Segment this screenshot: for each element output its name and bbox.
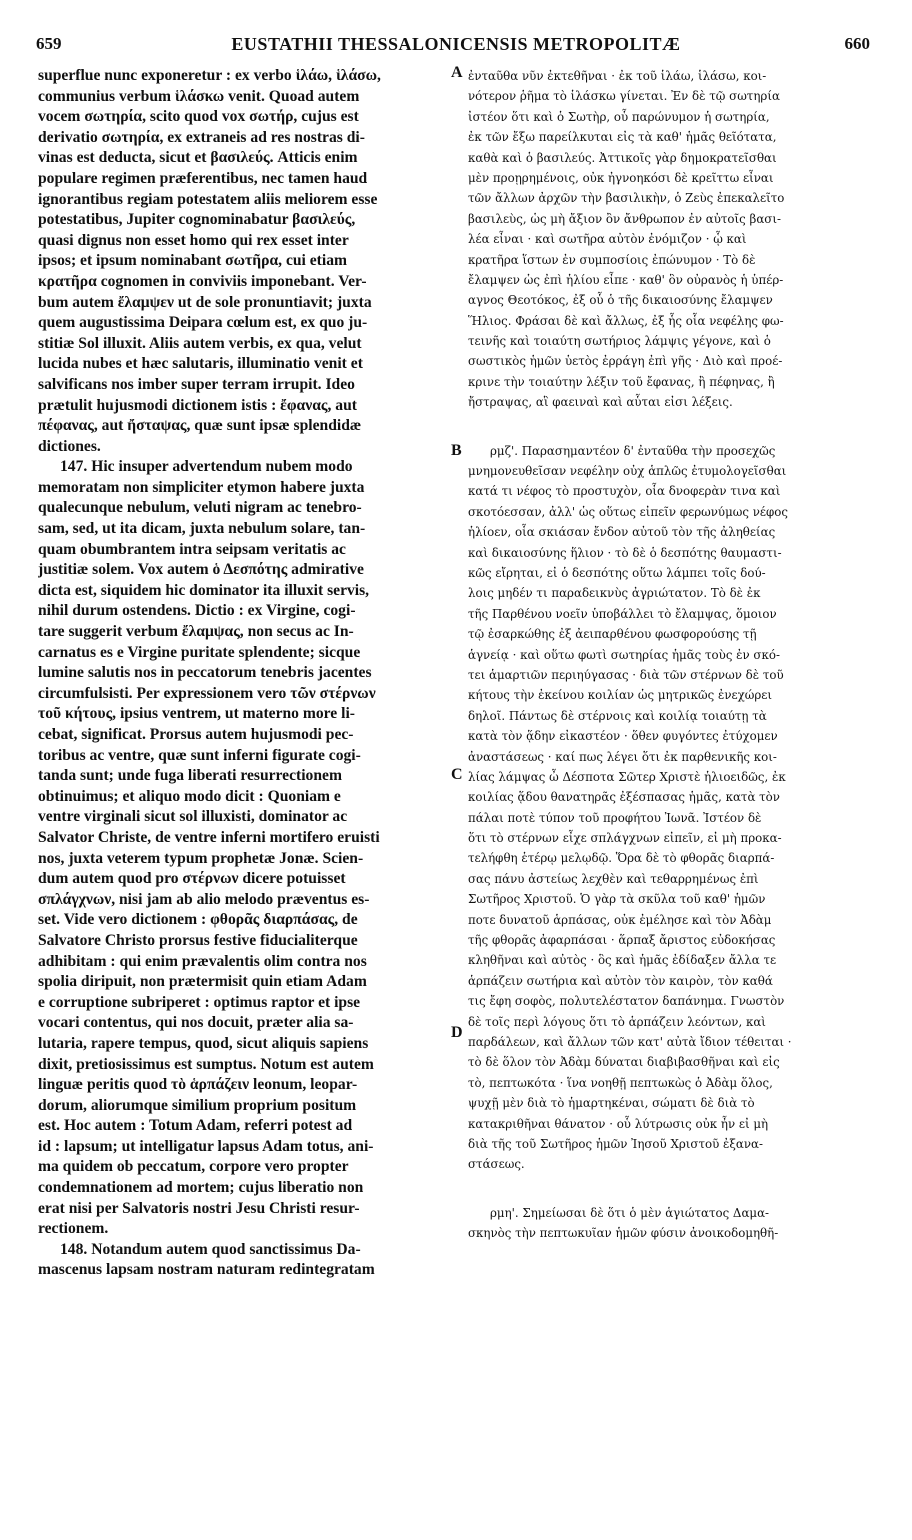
greek-text-line: ποτε δυνατοῦ ἁρπάσας, οὐκ ἐμέλησε καὶ τὸν Ἀδὰμ [468,912,772,927]
greek-text-line: κληθῆναι καὶ αὐτὸς · ὃς καὶ ἡμᾶς ἐδίδαξεν ἄλλα τε [468,953,777,968]
greek-text-line: τῶν ἄλλων ἀρχῶν τὴν βασιλικὴν, ὁ Ζεὺς ἐπεκαλεῖτο [468,191,785,206]
greek-text-line: κοιλίας ᾅδου θανατηρᾶς ἐξέσπασας ἡμᾶς, κατὰ τὸν [468,790,780,805]
latin-text-line: dictiones. [38,437,101,455]
latin-text-line: condemnationem ad mortem; cujus liberatio non [38,1179,364,1197]
greek-column [468,66,880,1243]
latin-text-line: salvificans nos imber super terram irrupit. Ideo [38,375,355,393]
greek-text-line: τῆς φθορᾶς ἀφαρπάσαι · ἅρπαξ ἄριστος εὐδοκήσας [468,933,776,948]
greek-text-line: ὅτι τὸ στέρνων εἶχε σπλάγχνων εἰπεῖν, εἰ μὴ προκα- [468,831,782,846]
latin-text-line: spolia diripuit, non prætermisit quin etiam Adam [38,973,367,991]
greek-text-line: τελήφθη ἑτέρῳ μελῳδῷ. Ὅρα δὲ τὸ φθορᾶς διαρπά- [468,851,775,866]
latin-text-line: lutaria, rapere tempus, quod, sicut aliquis sapiens [38,1034,369,1052]
greek-text-line: ἤστραψας, αἳ φαειναὶ καὶ αὗται εἰσι λέξεις. [468,395,733,410]
latin-text-line: κρατῆρα cognomen in conviviis imponebant. Ver- [38,272,367,290]
latin-text-line: quasi dignus non esset homo qui rex esset inter [38,231,349,249]
greek-block-2 [468,441,880,1175]
greek-text-line: μνημονευθεῖσαν νεφέλην οὐχ ἁπλῶς ἐτυμολογεῖσθαι [468,464,787,479]
paragraph-gap [468,413,880,441]
greek-text-line: ἐκ τῶν ἔξω παρείλκυται εἰς τὰ καθ' ἡμᾶς θεῖότατα, [468,130,777,145]
latin-text-line: id : lapsum; ut intelligatur lapsus Adam totus, ani- [38,1137,374,1155]
greek-text-line: κρατῆρα ἵστων ἐν συμποσίοις ἐπώνυμον · Τὸ δὲ [468,252,756,267]
greek-text-line: τεινῆς καὶ τοιαύτη σωτήριος λάμψις γέγονε, καὶ ὁ [468,334,771,349]
latin-text-line: tare suggerit verbum ἔλαμψας, non secus ac In- [38,623,354,641]
latin-text-line: ma quidem ob peccatum, corpore vero propter [38,1158,349,1176]
greek-text-line: ἰστέον ὅτι καὶ ὁ Σωτὴρ, οὗ παρώνυμον ἡ σωτηρία, [468,109,770,124]
greek-text-line: σκηνὸς τὴν πεπτωκυῖαν ἡμῶν φύσιν ἀνοικοδομηθῆ- [468,1226,779,1241]
latin-text-line: σπλάγχνων, nisi jam ab alio melodo præventus es- [38,890,370,908]
latin-text-line: e corruptione subriperet : optimus raptor et ipse [38,993,361,1011]
running-title: EUSTATHII THESSALONICENSIS METROPOLITÆ [231,34,681,54]
latin-text-line: lucida nubes et hæc salutaris, illuminatio venit et [38,355,363,373]
latin-text-line: dicta est, siquidem hic dominator ita illuxit servis, [38,581,370,599]
greek-text-line: Ἥλιος. Φράσαι δὲ καὶ ἄλλως, ἐξ ἧς οἷα νεφέλης φω- [468,313,784,328]
latin-text-line: vinas est deducta, sicut et βασιλεύς. Atticis enim [38,149,358,167]
page-number-right: 660 [844,34,870,53]
greek-text-line: Σωτῆρος Χριστοῦ. Ὁ γὰρ τὰ σκῦλα τοῦ καθ' ἡμῶν [468,892,766,907]
greek-text-line: αγνος Θεοτόκος, ἐξ οὗ ὁ τῆς δικαιοσύνης ἔλαμψεν [468,293,773,308]
greek-text-line: τῆς Παρθένου νοεῖν ὑποβάλλει τὸ ἔλαμψας, ὅμοιον [468,606,777,621]
margin-marker-c: C [451,766,463,783]
latin-text-line: sam, sed, ut ita dicam, juxta nebulum solare, tan- [38,520,366,538]
greek-text-line: ἡλίοεν, οἷα σκιάσαν ἔνδον αὐτοῦ τὸν τῆς ἀληθείας [468,525,776,540]
greek-text-line: τὸ δὲ ὅλον τὸν Ἀδὰμ δύναται διαβιβασθῆναι καὶ εἰς [468,1055,780,1070]
greek-block-3 [468,1203,880,1244]
latin-text-line: obtinuimus; et aliquo modo dicit : Quoniam e [38,787,341,805]
latin-text-line: circumfulsisti. Per expressionem vero τῶν στέρνων [38,684,376,702]
greek-text-line: ἀναστάσεως · καί πως λέγει ὅτι ἐκ παρθενικῆς κοι- [468,749,777,764]
latin-text-line: memoratam non simpliciter etymon habere juxta [38,478,365,496]
greek-text-line: τῷ ἐσαρκώθης ἐξ ἀειπαρθένου φωσφορούσης τῇ [468,627,757,642]
latin-text-line: set. Vide vero dictionem : φθορᾶς διαρπάσας, de [38,911,358,929]
greek-text-line: λοις μηδέν τι παραδεικνὺς ἀγριώτατον. Τὸ δὲ ἐκ [468,586,761,601]
latin-text-line: vocem σωτηρία, scito quod vox σωτήρ, cujus est [38,108,359,126]
greek-block-1 [468,66,880,413]
latin-text-line: potestatibus, Jupiter cognominabatur βασιλεύς, [38,211,356,229]
greek-text-line: ἐνταῦθα νῦν ἐκτεθῆναι · ἐκ τοῦ ἱλάω, ἱλάσω, κοι- [468,69,767,83]
greek-text-line: σκοτόεσσαν, ἀλλ' ὡς οὕτως εἰπεῖν φερωνύμως νέφος [468,504,788,519]
greek-text-line: τις ἔφη σοφὸς, πολυτελέστατον δαπάνημα. Γνωστὸν [468,994,785,1009]
greek-text-line: παρδάλεων, καὶ ἄλλων τῶν κατ' αὐτὰ ἴδιον τέθειται · [468,1034,792,1049]
latin-text-line: carnatus es e Virgine puritate splendente; sicque [38,643,361,661]
latin-text-line: πέφανας, aut ἤσταψας, quæ sunt ipsæ splendidæ [38,417,362,435]
latin-text-line: dorum, aliorumque similium proprium positum [38,1096,357,1114]
greek-text-line: ρμζ'. Παρασημαντέον δ' ἐνταῦθα τὴν προσεχῶς [490,443,776,458]
greek-text-line: διὰ τῆς τοῦ Σωτῆρος ἡμῶν Ἰησοῦ Χριστοῦ ἐξανα- [468,1136,763,1151]
greek-text-line: λίας λάμψας ὦ Δέσποτα Σῶτερ Χριστὲ ἡλιοειδῶς, ἐκ [468,769,786,784]
latin-text-line: quam obumbrantem intra seipsam veritatis ac [38,540,346,558]
greek-text-line: πάλαι ποτὲ τύπον τοῦ προφήτου Ἰωνᾶ. Ἰστέον δὲ [468,810,762,825]
greek-text-line: κήτους τὴν ἐκείνου κοιλίαν ὡς μητρικῶς ἐνεχώρει [468,688,773,703]
latin-text-line: prætulit hujusmodi dictionem istis : ἔφανας, aut [38,396,357,414]
latin-text-line: justitiæ solem. Vox autem ὁ Δεσπότης admirative [38,561,364,579]
latin-text-line: linguæ peritis quod τὸ ἁρπάζειν leonum, leopar- [38,1076,358,1094]
latin-text-line: dum autem quod pro στέρνων dicere potuisset [38,870,346,888]
latin-text-line: est. Hoc autem : Totum Adam, referri potest ad [38,1117,353,1135]
greek-text-line: τὸ, πεπτωκότα · ἵνα νοηθῇ πεπτωκὼς ὁ Ἀδὰμ ὅλος, [468,1075,773,1090]
latin-text-line: bum autem ἔλαμψεν ut de sole pronuntiavit; juxta [38,293,372,311]
latin-text-line: communius verbum ἱλάσκω venit. Quoad autem [38,87,360,105]
latin-text-line: Salvatore Christo prorsus festive fiducialiterque [38,931,358,949]
greek-text-line: δὲ τοῖς περὶ λόγους ὅτι τὸ ἁρπάζειν λεόντων, καὶ [468,1014,766,1029]
greek-text-line: ρμη'. Σημείωσαι δὲ ὅτι ὁ μὲν ἁγιώτατος Δαμα- [490,1205,770,1220]
latin-text-line: ipsos; et ipsum nominabant σωτῆρα, cui etiam [38,252,347,270]
latin-text-line: Salvator Christe, de ventre inferni mortifero eruisti [38,828,380,846]
latin-text-line: lumine salutis nos in peccatorum tenebris jacentes [38,664,372,682]
greek-text-line: ψυχῇ μὲν διὰ τὸ ἡμαρτηκέναι, σώματι δὲ διὰ τὸ [468,1096,755,1111]
greek-text-line: στάσεως. [468,1157,525,1172]
latin-text-line: nos, juxta veterem typum prophetæ Jonæ. Scien- [38,849,364,867]
greek-text-line: ἔλαμψεν ὡς ἐπὶ ἡλίου εἶπε · καθ' ὃν οὐρανὸς ἡ ὑπέρ- [468,272,784,287]
greek-text-line: κατὰ τὸν ᾅδην εἰκαστέον · ὅθεν φυγόντες ἐτύχομεν [468,729,778,744]
latin-text-line: rectionem. [38,1220,109,1238]
latin-text-line: derivatio σωτηρία, ex extraneis ad res nostras di- [38,128,365,146]
latin-text-line: adhibitam : qui enim prævalentis olim contra nos [38,952,367,970]
greek-text-line: καθὰ καὶ ὁ βασιλεύς. Ἀττικοῖς γὰρ δημοκρατεῖσθαι [468,150,777,165]
page-header [36,34,876,64]
greek-text-line: δηλοῖ. Πάντως δὲ στέρνοις καὶ κοιλίᾳ τοιαύτῃ τὰ [468,708,767,723]
latin-text-line: nihil durum ostendens. Dictio : ex Virgine, cogi- [38,602,356,620]
greek-text-line: ἁρπάζειν σωτήρια καὶ αὐτὸν τὸν καιρὸν, τὸν καθά [468,973,773,988]
latin-text-line: dixit, pretiosissimus est sumptus. Notum est autem [38,1055,374,1073]
greek-text-line: κατακριθῆναι θάνατον · οὗ λύτρωσις οὐκ ἦν εἰ μὴ [468,1116,769,1131]
greek-text-line: ἁγνείᾳ · καὶ οὕτω φωτὶ σωτηρίας ἡμᾶς τοὺς ἐν σκό- [468,647,780,662]
paragraph-gap [468,1175,880,1203]
margin-marker-b: B [451,442,462,459]
greek-text-line: καὶ δικαιοσύνης ἥλιον · τὸ δὲ ὁ δεσπότης θαυμαστι- [468,545,782,560]
latin-text-line: 148. Notandum autem quod sanctissimus Da- [60,1240,361,1258]
latin-text-line: quem augustissima Deipara cœlum est, ex quo ju- [38,314,368,332]
greek-text-line: σας πάνυ ἀστείως λεχθὲν καὶ τεθαρρημένως ἐπὶ [468,871,759,886]
latin-text-line: 147. Hic insuper advertendum nubem modo [60,458,353,476]
latin-text-line: toribus ac ventre, quæ sunt inferni figurate cogi- [38,746,361,764]
margin-marker-d: D [451,1024,463,1041]
latin-column [38,66,456,1281]
latin-text-line: vocari contentus, qui nos docuit, præter alia sa- [38,1014,354,1032]
latin-text-line: ignorantibus regiam potestatem aliis meliorem esse [38,190,378,208]
latin-text-line: tanda sunt; unde fuga liberati resurrectionem [38,767,342,785]
greek-text-line: μὲν προῃρημένοις, οὐκ ἠγνοηκόσι δὲ κρεῖττω εἶναι [468,170,774,185]
latin-text-line: mascenus lapsam nostram naturam redintegratam [38,1261,375,1279]
greek-text-line: σωστικὸς ἡμῶν ὑετὸς ἐρράγη ἐπὶ γῆς · Διὸ καὶ προέ- [468,354,783,369]
greek-text-line: κρινε τὴν τοιαύτην λέξιν τοῦ ἔφανας, ἢ πέφηνας, ἢ [468,374,775,389]
latin-text-line: cebat, significat. Prorsus autem hujusmodi pec- [38,726,354,743]
greek-text-line: κατά τι νέφος τὸ προστυχὸν, οἷα δνοφερὰν τινα καὶ [468,484,781,499]
greek-text-line: κῶς εἴρηται, εἰ ὁ δεσπότης οὕτω λάμπει τοῖς δού- [468,565,766,580]
greek-text-line: λέα εἶναι · καὶ σωτῆρα αὐτὸν ἐνόμιζον · ᾧ καὶ [468,232,747,247]
latin-text-line: erat nisi per Salvatoris nostri Jesu Christi resur- [38,1199,360,1217]
latin-text-line: populare regimen præferentibus, nec tamen haud [38,169,368,187]
greek-text-line: τει ἁμαρτιῶν περιηύγασας · διὰ τῶν στέρνων δὲ τοῦ [468,667,784,682]
latin-text-line: stitiæ Sol illuxit. Aliis autem verbis, ex qua, velut [38,334,362,352]
greek-text-line: βασιλεὺς, ὡς μὴ ἄξιον ὂν ἄνθρωπον ἐν αὐτοῖς βασι- [468,211,781,226]
latin-text-line: qualecunque nebulum, veluti nigram ac tenebro- [38,499,362,517]
latin-text-line: superflue nunc exponeretur : ex verbo ἱλάω, ἱλάσω, [38,67,381,84]
latin-text-line: τοῦ κήτους, ipsius ventrem, ut materno more li- [38,705,355,723]
greek-text-line: νότερον ῥῆμα τὸ ἱλάσκω γίνεται. Ἐν δὲ τῷ σωτηρία [468,89,780,104]
page-number-left: 659 [36,34,62,53]
latin-text-line: ventre virginali sicut sol illuxisti, dominator ac [38,808,348,826]
margin-marker-a: A [451,64,463,81]
